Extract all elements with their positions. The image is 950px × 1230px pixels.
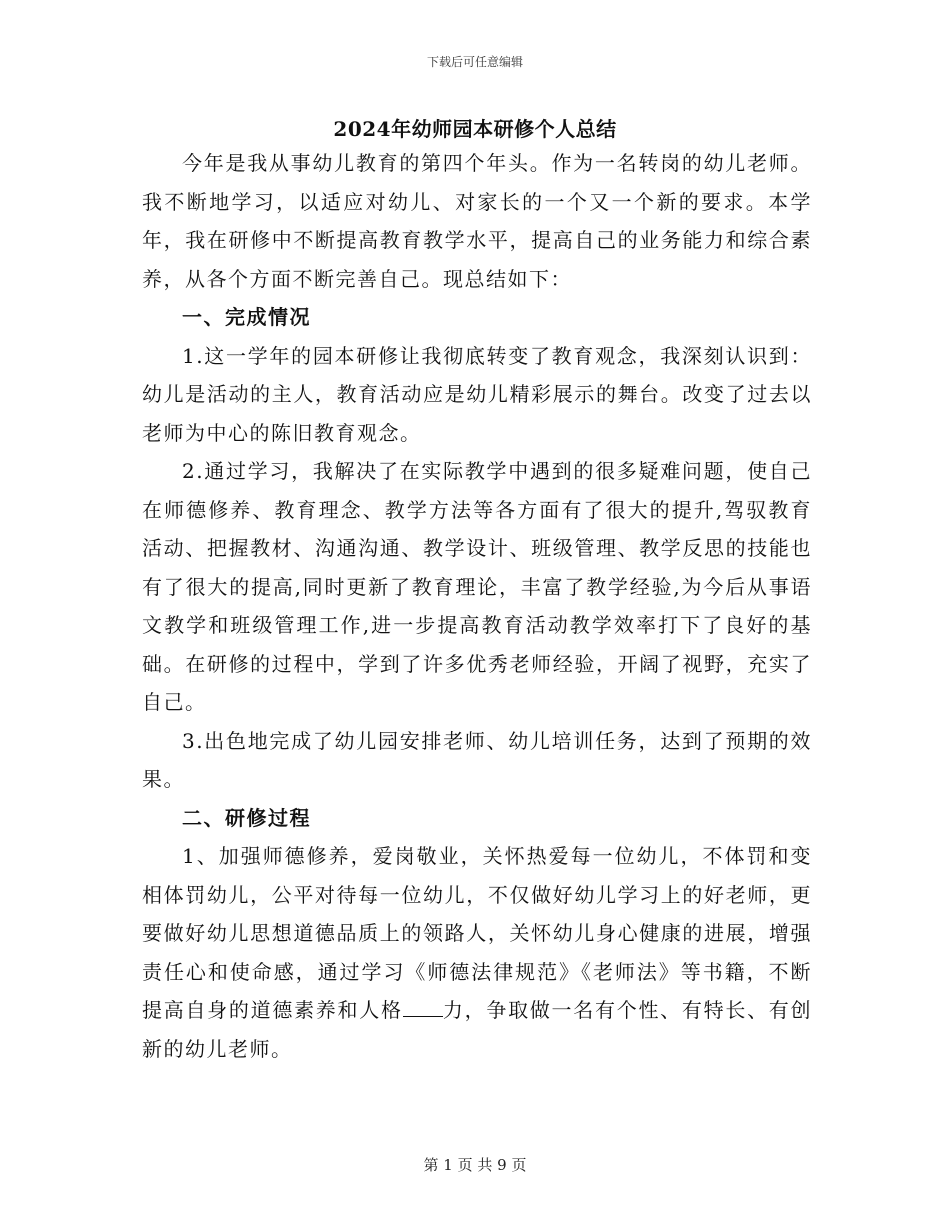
process-item-1 — [142, 837, 812, 1068]
completion-item-3: 3.出色地完成了幼儿园安排老师、幼儿培训任务，达到了预期的效果。 — [142, 728, 812, 791]
completion-item-2: 2.通过学习，我解决了在实际教学中遇到的很多疑难问题，使自己在师德修养、教育理念、教学方法等各方面有了很大的提升,驾驭教育活动、把握教材、沟通沟通、教学设计、班级管理、教学反思的技能也有了很大的提高,同时更新了教育理论，丰富了教学经验,为今后从事语文教学和班级管理工作,进一步提高教育活动教学效率打下了良好的基础。在研修的过程中，学到了许多优秀老师经验，开阔了视野，充实了自己。 — [142, 459, 812, 714]
page-footer: 第 1 页 共 9 页 — [423, 1156, 527, 1174]
document-body — [142, 144, 812, 1068]
section-heading-process: 二、研修过程 — [182, 805, 311, 830]
document-title: 2024年幼师园本研修个人总结 — [333, 117, 617, 141]
process-item-1-part-b: 力，争取做一名有个性、有特长、有创新的幼儿老师。 — [142, 998, 813, 1061]
intro-paragraph: 今年是我从事幼儿教育的第四个年头。作为一名转岗的幼儿老师。我不断地学习，以适应对幼儿、对家长的一个又一个新的要求。本学年，我在研修中不断提高教育教学水平，提高自己的业务能力和综合素养，从各个方面不断完善自己。现总结如下： — [142, 151, 812, 291]
completion-item-1: 1.这一学年的园本研修让我彻底转变了教育观念，我深刻认识到：幼儿是活动的主人，教育活动应是幼儿精彩展示的舞台。改变了过去以老师为中心的陈旧教育观念。 — [142, 343, 812, 445]
process-item-1-part-a: 1、加强师德修养，爱岗敬业，关怀热爱每一位幼儿，不体罚和变相体罚幼儿，公平对待每一位幼儿，不仅做好幼儿学习上的好老师，更要做好幼儿思想道德品质上的领路人，关怀幼儿身心健康的进展，增强责任心和使命感，通过学习《师德法律规范》《老师法》等书籍，不断提高自身的道德素养和人格 — [142, 844, 812, 1022]
fill-in-blank — [403, 998, 443, 1017]
header-note: 下载后可任意编辑 — [426, 55, 523, 69]
section-heading-completion: 一、完成情况 — [182, 305, 311, 329]
